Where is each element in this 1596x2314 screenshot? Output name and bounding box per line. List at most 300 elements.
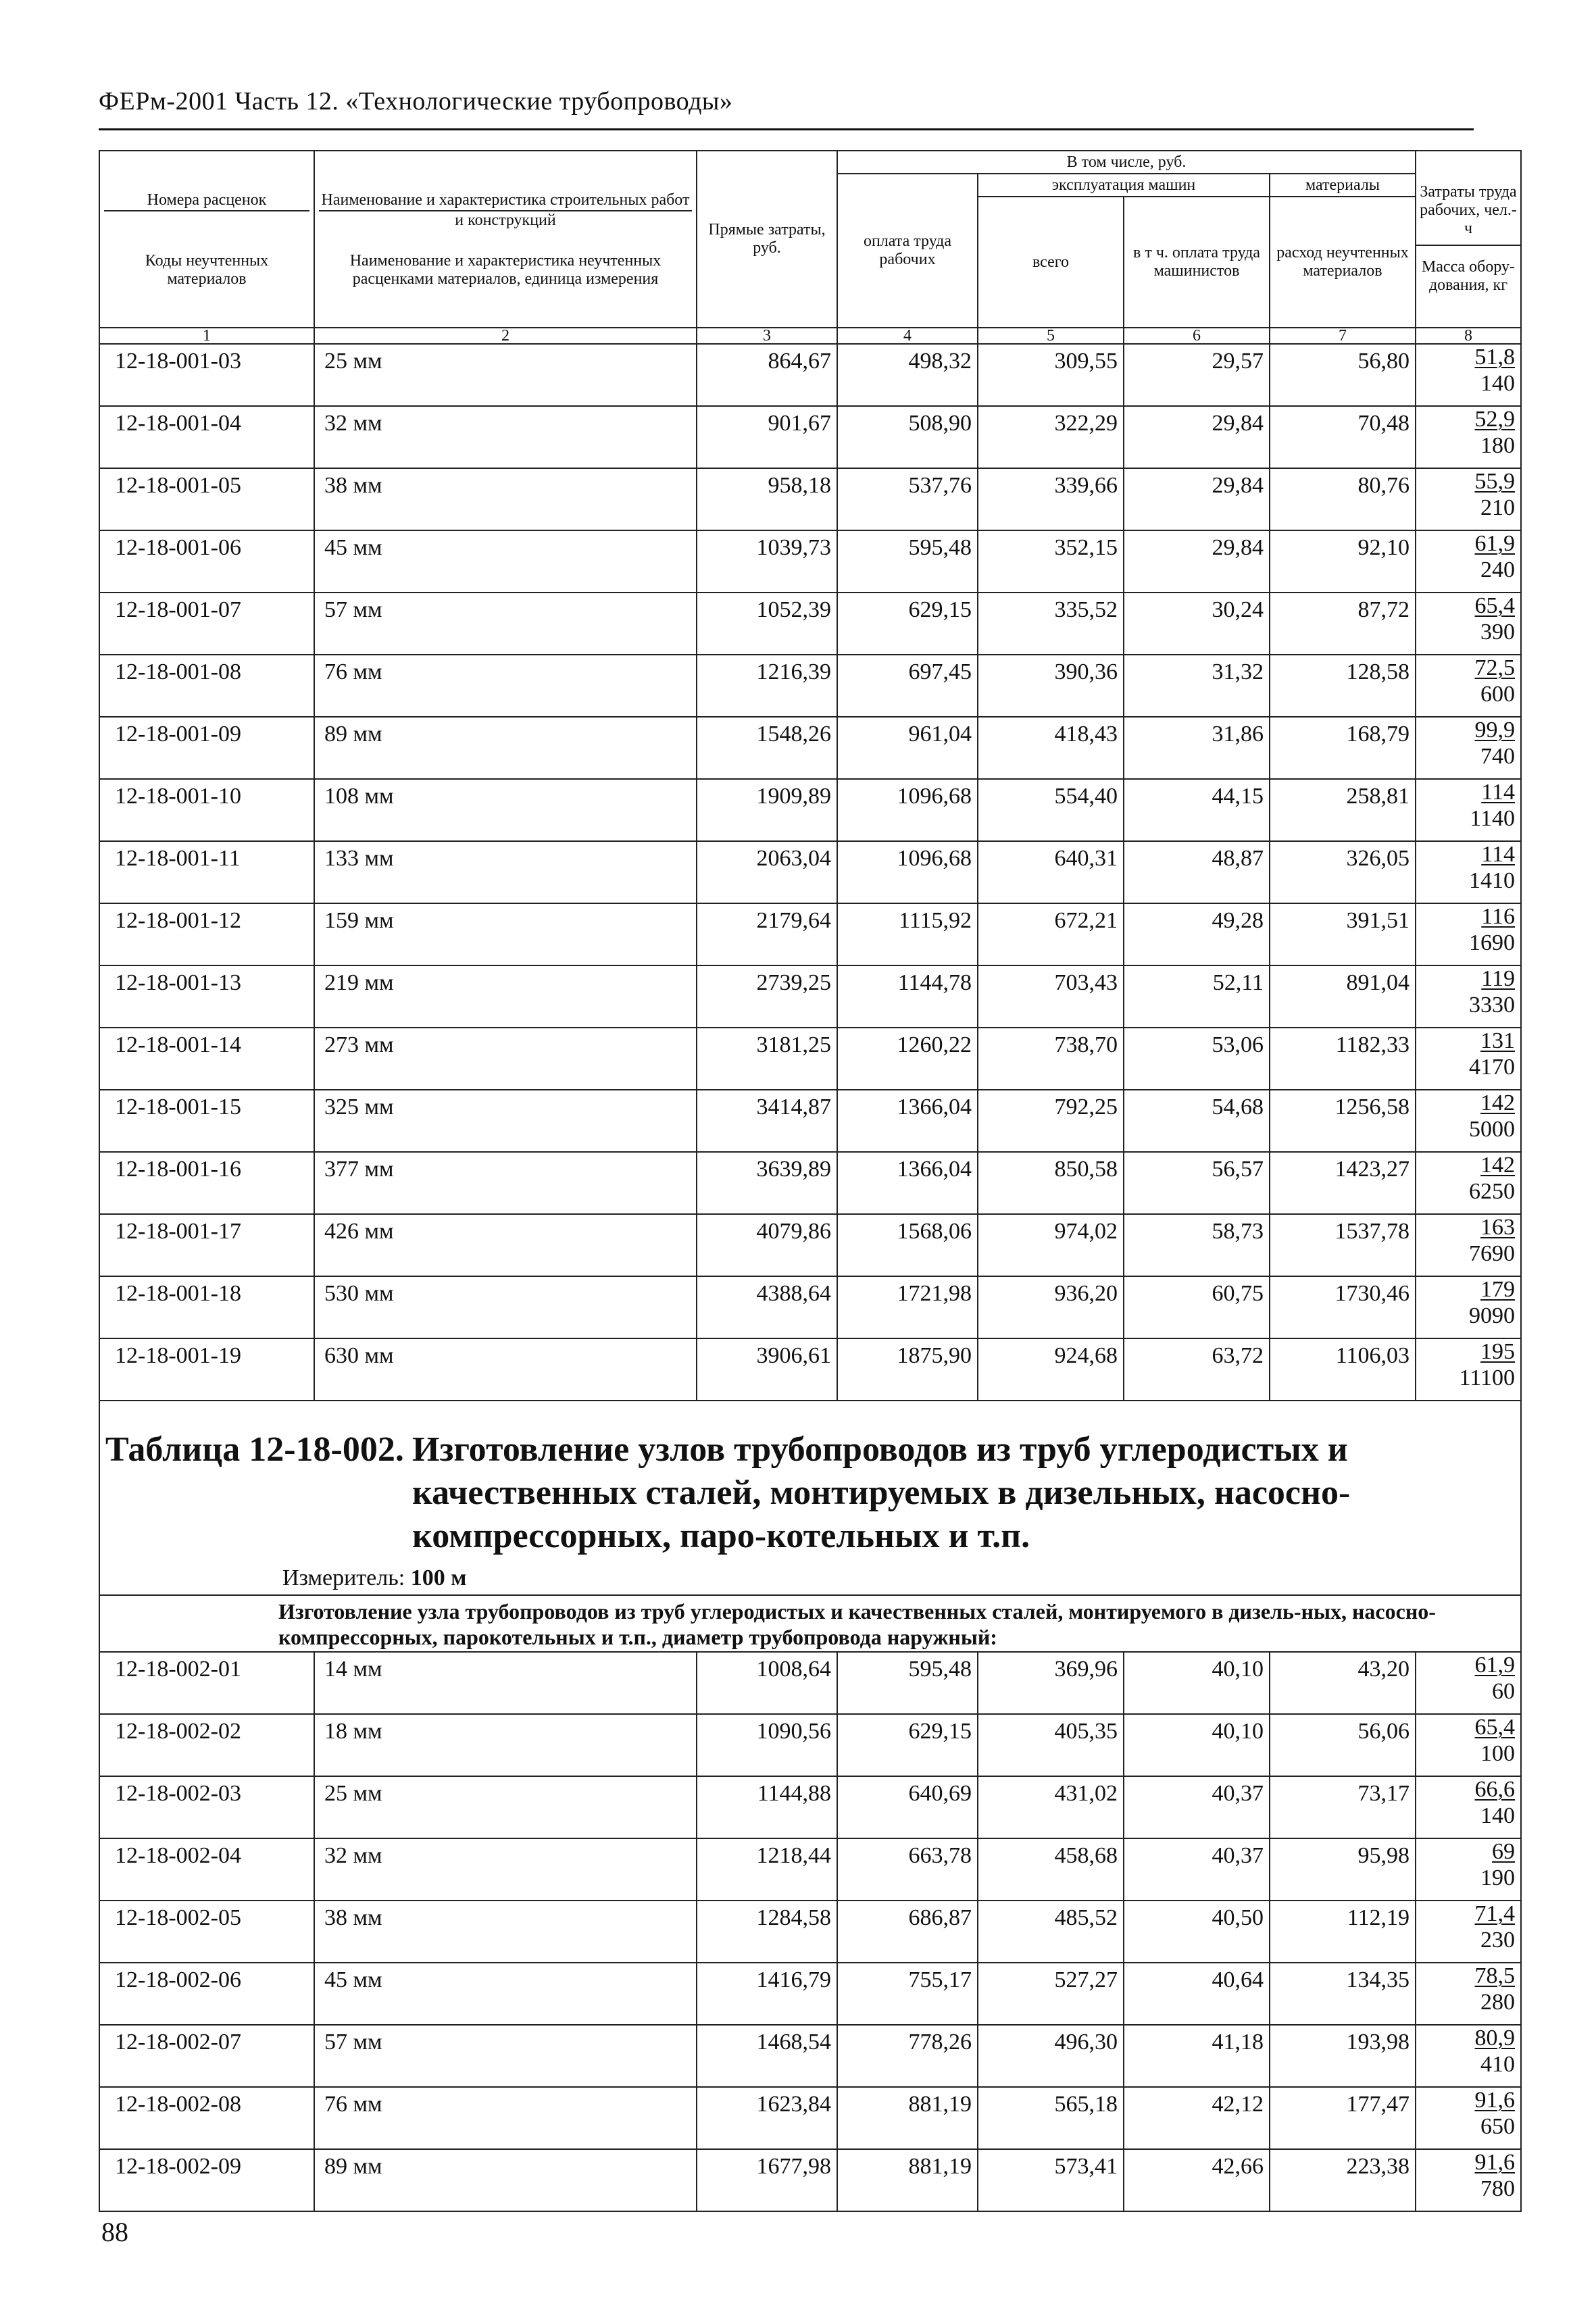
materials-cost: 177,47 (1270, 2087, 1416, 2149)
worker-wages: 1144,78 (837, 965, 978, 1028)
machinist-wages: 60,75 (1124, 1276, 1270, 1338)
labor-mass-cell (1416, 2087, 1521, 2149)
machines-total: 936,20 (978, 1276, 1124, 1338)
table-row (99, 779, 1521, 841)
direct-cost: 1284,58 (697, 1901, 837, 1963)
direct-cost: 1216,39 (697, 655, 837, 717)
labor-mass-cell (1416, 1276, 1521, 1338)
machines-total: 369,96 (978, 1652, 1124, 1714)
header-col1-bottom: Коды неучтенных материалов (145, 252, 269, 288)
labor-mass-cell (1416, 841, 1521, 903)
worker-wages: 537,76 (837, 468, 978, 530)
meter-value: 100 м (410, 1565, 467, 1590)
labor-mass-cell (1416, 406, 1521, 468)
machinist-wages: 29,57 (1124, 344, 1270, 406)
rate-code: 12-18-001-03 (99, 344, 314, 406)
header-group-materials: материалы (1270, 174, 1416, 197)
rate-code: 12-18-001-07 (99, 593, 314, 655)
machinist-wages: 31,86 (1124, 717, 1270, 779)
equipment-mass: 740 (1480, 744, 1515, 769)
rate-code: 12-18-002-02 (99, 1714, 314, 1776)
table-row (99, 965, 1521, 1028)
machinist-wages: 40,37 (1124, 1838, 1270, 1901)
machinist-wages: 52,11 (1124, 965, 1270, 1028)
table-row (99, 593, 1521, 655)
work-name: 76 мм (314, 2087, 697, 2149)
direct-cost: 1090,56 (697, 1714, 837, 1776)
rate-code: 12-18-002-08 (99, 2087, 314, 2149)
work-name: 273 мм (314, 1028, 697, 1090)
worker-wages: 1721,98 (837, 1276, 978, 1338)
machinist-wages: 49,28 (1124, 903, 1270, 965)
work-name: 32 мм (314, 406, 697, 468)
work-name: 76 мм (314, 655, 697, 717)
labor-mass-cell (1416, 1028, 1521, 1090)
materials-cost: 1106,03 (1270, 1338, 1416, 1401)
labor-mass-cell (1416, 903, 1521, 965)
table-row (99, 841, 1521, 903)
worker-wages: 640,69 (837, 1776, 978, 1838)
labor-hours: 114 (1481, 842, 1515, 867)
materials-cost: 1182,33 (1270, 1028, 1416, 1090)
direct-cost: 2179,64 (697, 903, 837, 965)
table-row (99, 1338, 1521, 1401)
labor-hours: 114 (1481, 780, 1515, 805)
table-row (99, 2087, 1521, 2149)
direct-cost: 1623,84 (697, 2087, 837, 2149)
header-col6: в т ч. оплата труда машинистов (1124, 197, 1270, 328)
work-name: 57 мм (314, 593, 697, 655)
labor-hours: 119 (1481, 966, 1515, 991)
direct-cost: 3414,87 (697, 1090, 837, 1152)
materials-cost: 56,06 (1270, 1714, 1416, 1776)
table2-subtitle: Изготовление узла трубопроводов из труб углеродистых и качественных сталей, монтируемого в дизель-ных, насосно-компрессорных, парокотельных и т.п., диаметр трубопровода наружный: (99, 1595, 1521, 1652)
col-number: 5 (978, 328, 1124, 344)
machines-total: 352,15 (978, 530, 1124, 593)
rate-code: 12-18-001-18 (99, 1276, 314, 1338)
equipment-mass: 210 (1480, 495, 1515, 520)
machinist-wages: 42,12 (1124, 2087, 1270, 2149)
equipment-mass: 650 (1480, 2114, 1515, 2139)
labor-mass-cell (1416, 1090, 1521, 1152)
equipment-mass: 140 (1480, 371, 1515, 396)
equipment-mass: 140 (1480, 1803, 1515, 1828)
table-row (99, 530, 1521, 593)
machinist-wages: 40,37 (1124, 1776, 1270, 1838)
work-name: 108 мм (314, 779, 697, 841)
labor-hours: 55,9 (1474, 469, 1515, 494)
work-name: 25 мм (314, 344, 697, 406)
header-rule (99, 128, 1474, 130)
work-name: 89 мм (314, 2149, 697, 2211)
table-row (99, 344, 1521, 406)
machines-total: 339,66 (978, 468, 1124, 530)
labor-hours: 131 (1480, 1028, 1515, 1053)
labor-hours: 65,4 (1474, 1715, 1515, 1740)
rate-code: 12-18-001-14 (99, 1028, 314, 1090)
table-row (99, 468, 1521, 530)
labor-mass-cell (1416, 779, 1521, 841)
worker-wages: 629,15 (837, 1714, 978, 1776)
materials-cost: 193,98 (1270, 2025, 1416, 2087)
worker-wages: 697,45 (837, 655, 978, 717)
machinist-wages: 40,10 (1124, 1652, 1270, 1714)
labor-hours: 66,6 (1474, 1777, 1515, 1802)
materials-cost: 326,05 (1270, 841, 1416, 903)
worker-wages: 595,48 (837, 530, 978, 593)
labor-mass-cell (1416, 593, 1521, 655)
direct-cost: 1008,64 (697, 1652, 837, 1714)
machines-total: 850,58 (978, 1152, 1124, 1214)
materials-cost: 223,38 (1270, 2149, 1416, 2211)
machines-total: 405,35 (978, 1714, 1124, 1776)
work-name: 32 мм (314, 1838, 697, 1901)
col-number: 6 (1124, 328, 1270, 344)
rate-code: 12-18-002-07 (99, 2025, 314, 2087)
table2-title-number: Таблица 12-18-002. (105, 1430, 404, 1469)
work-name: 38 мм (314, 1901, 697, 1963)
worker-wages: 1568,06 (837, 1214, 978, 1276)
machinist-wages: 30,24 (1124, 593, 1270, 655)
work-name: 18 мм (314, 1714, 697, 1776)
labor-hours: 195 (1480, 1339, 1515, 1364)
worker-wages: 1366,04 (837, 1152, 978, 1214)
table-row (99, 1963, 1521, 2025)
machinist-wages: 31,32 (1124, 655, 1270, 717)
equipment-mass: 230 (1480, 1928, 1515, 1953)
worker-wages: 1366,04 (837, 1090, 978, 1152)
rate-code: 12-18-001-06 (99, 530, 314, 593)
direct-cost: 3181,25 (697, 1028, 837, 1090)
machinist-wages: 54,68 (1124, 1090, 1270, 1152)
header-col1 (99, 151, 314, 328)
labor-hours: 78,5 (1474, 1963, 1515, 1988)
materials-cost: 1256,58 (1270, 1090, 1416, 1152)
header-col2-top: Наименование и характеристика строительных работ и конструкций (319, 190, 692, 211)
materials-cost: 70,48 (1270, 406, 1416, 468)
machines-total: 458,68 (978, 1838, 1124, 1901)
materials-cost: 1730,46 (1270, 1276, 1416, 1338)
labor-mass-cell (1416, 1714, 1521, 1776)
machines-total: 554,40 (978, 779, 1124, 841)
work-name: 159 мм (314, 903, 697, 965)
direct-cost: 2063,04 (697, 841, 837, 903)
table-row (99, 1776, 1521, 1838)
work-name: 25 мм (314, 1776, 697, 1838)
worker-wages: 498,32 (837, 344, 978, 406)
machines-total: 924,68 (978, 1338, 1124, 1401)
rate-code: 12-18-001-15 (99, 1090, 314, 1152)
machines-total: 565,18 (978, 2087, 1124, 2149)
header-col1-top: Номера расценок (104, 190, 309, 211)
machines-total: 640,31 (978, 841, 1124, 903)
rate-code: 12-18-002-03 (99, 1776, 314, 1838)
direct-cost: 901,67 (697, 406, 837, 468)
rate-code: 12-18-002-01 (99, 1652, 314, 1714)
equipment-mass: 3330 (1469, 992, 1515, 1017)
materials-cost: 134,35 (1270, 1963, 1416, 2025)
header-col4: оплата труда рабочих (837, 174, 978, 328)
direct-cost: 958,18 (697, 468, 837, 530)
table2-title (99, 1401, 1521, 1595)
worker-wages: 755,17 (837, 1963, 978, 2025)
materials-cost: 80,76 (1270, 468, 1416, 530)
worker-wages: 881,19 (837, 2149, 978, 2211)
materials-cost: 87,72 (1270, 593, 1416, 655)
labor-hours: 72,5 (1474, 655, 1515, 680)
labor-mass-cell (1416, 965, 1521, 1028)
rate-code: 12-18-001-04 (99, 406, 314, 468)
machinist-wages: 56,57 (1124, 1152, 1270, 1214)
table-row (99, 655, 1521, 717)
work-name: 325 мм (314, 1090, 697, 1152)
equipment-mass: 6250 (1469, 1179, 1515, 1204)
machines-total: 974,02 (978, 1214, 1124, 1276)
machines-total: 672,21 (978, 903, 1124, 965)
work-name: 377 мм (314, 1152, 697, 1214)
table-row (99, 1090, 1521, 1152)
work-name: 630 мм (314, 1338, 697, 1401)
table-row (99, 1714, 1521, 1776)
equipment-mass: 1410 (1469, 868, 1515, 893)
work-name: 14 мм (314, 1652, 697, 1714)
machinist-wages: 29,84 (1124, 468, 1270, 530)
direct-cost: 1909,89 (697, 779, 837, 841)
direct-cost: 1039,73 (697, 530, 837, 593)
header-col2 (314, 151, 697, 328)
labor-hours: 142 (1480, 1090, 1515, 1115)
equipment-mass: 9090 (1469, 1303, 1515, 1328)
machinist-wages: 44,15 (1124, 779, 1270, 841)
equipment-mass: 7690 (1469, 1241, 1515, 1266)
direct-cost: 2739,25 (697, 965, 837, 1028)
labor-mass-cell (1416, 1652, 1521, 1714)
work-name: 133 мм (314, 841, 697, 903)
equipment-mass: 240 (1480, 557, 1515, 582)
equipment-mass: 390 (1480, 620, 1515, 645)
labor-hours: 99,9 (1474, 718, 1515, 743)
materials-cost: 92,10 (1270, 530, 1416, 593)
table-row (99, 1028, 1521, 1090)
rate-code: 12-18-001-12 (99, 903, 314, 965)
rate-code: 12-18-002-09 (99, 2149, 314, 2211)
machines-total: 496,30 (978, 2025, 1124, 2087)
machines-total: 738,70 (978, 1028, 1124, 1090)
col-number: 3 (697, 328, 837, 344)
labor-hours: 116 (1481, 904, 1515, 929)
table-row (99, 903, 1521, 965)
machines-total: 527,27 (978, 1963, 1124, 2025)
table-row (99, 1152, 1521, 1214)
labor-mass-cell (1416, 655, 1521, 717)
worker-wages: 686,87 (837, 1901, 978, 1963)
rate-code: 12-18-001-08 (99, 655, 314, 717)
work-name: 219 мм (314, 965, 697, 1028)
direct-cost: 3639,89 (697, 1152, 837, 1214)
col-number: 2 (314, 328, 697, 344)
col-number: 7 (1270, 328, 1416, 344)
machines-total: 390,36 (978, 655, 1124, 717)
materials-cost: 168,79 (1270, 717, 1416, 779)
labor-mass-cell (1416, 717, 1521, 779)
machinist-wages: 41,18 (1124, 2025, 1270, 2087)
table-row (99, 1838, 1521, 1901)
machinist-wages: 40,50 (1124, 1901, 1270, 1963)
work-name: 45 мм (314, 530, 697, 593)
rate-code: 12-18-001-11 (99, 841, 314, 903)
labor-hours: 91,6 (1474, 2088, 1515, 2113)
rate-code: 12-18-002-05 (99, 1901, 314, 1963)
table-row (99, 2149, 1521, 2211)
machines-total: 485,52 (978, 1901, 1124, 1963)
materials-cost: 73,17 (1270, 1776, 1416, 1838)
equipment-mass: 1690 (1469, 930, 1515, 955)
header-group-machines: эксплуатация машин (978, 174, 1270, 197)
equipment-mass: 4170 (1469, 1055, 1515, 1080)
rate-code: 12-18-001-13 (99, 965, 314, 1028)
direct-cost: 1218,44 (697, 1838, 837, 1901)
work-name: 426 мм (314, 1214, 697, 1276)
header-col3: Прямые затраты, руб. (697, 151, 837, 328)
materials-cost: 128,58 (1270, 655, 1416, 717)
labor-hours: 142 (1480, 1153, 1515, 1178)
materials-cost: 258,81 (1270, 779, 1416, 841)
page-number: 88 (101, 2217, 128, 2247)
materials-cost: 891,04 (1270, 965, 1416, 1028)
rate-code: 12-18-001-19 (99, 1338, 314, 1401)
machinist-wages: 40,10 (1124, 1714, 1270, 1776)
header-col8-bottom: Масса обору-дования, кг (1421, 257, 1516, 294)
machines-total: 309,55 (978, 344, 1124, 406)
labor-mass-cell (1416, 1776, 1521, 1838)
table-row (99, 1214, 1521, 1276)
equipment-mass: 1140 (1470, 806, 1515, 831)
labor-hours: 91,6 (1474, 2150, 1515, 2175)
work-name: 57 мм (314, 2025, 697, 2087)
table-row (99, 2025, 1521, 2087)
machinist-wages: 63,72 (1124, 1338, 1270, 1401)
header-col7: расход неучтенных материалов (1270, 197, 1416, 328)
labor-hours: 179 (1480, 1277, 1515, 1302)
rate-code: 12-18-001-10 (99, 779, 314, 841)
header-group-incl: В том числе, руб. (837, 151, 1416, 174)
work-name: 45 мм (314, 1963, 697, 2025)
header-col2-bottom: Наименование и характеристика неучтенных расценками материалов, единица измерения (349, 252, 662, 288)
col-number: 8 (1416, 328, 1521, 344)
labor-hours: 163 (1480, 1215, 1515, 1240)
rate-code: 12-18-002-06 (99, 1963, 314, 2025)
labor-hours: 52,9 (1474, 407, 1515, 432)
table-row (99, 717, 1521, 779)
work-name: 89 мм (314, 717, 697, 779)
labor-mass-cell (1416, 2149, 1521, 2211)
labor-hours: 71,4 (1474, 1901, 1515, 1926)
labor-mass-cell (1416, 1963, 1521, 2025)
worker-wages: 1875,90 (837, 1338, 978, 1401)
machinist-wages: 58,73 (1124, 1214, 1270, 1276)
table-002-body (99, 1652, 1521, 2211)
machines-total: 792,25 (978, 1090, 1124, 1152)
labor-mass-cell (1416, 1901, 1521, 1963)
work-name: 38 мм (314, 468, 697, 530)
labor-mass-cell (1416, 530, 1521, 593)
direct-cost: 1144,88 (697, 1776, 837, 1838)
machinist-wages: 53,06 (1124, 1028, 1270, 1090)
materials-cost: 1537,78 (1270, 1214, 1416, 1276)
machinist-wages: 48,87 (1124, 841, 1270, 903)
page-header: ФЕРм-2001 Часть 12. «Технологические трубопроводы» (99, 87, 733, 116)
machines-total: 703,43 (978, 965, 1124, 1028)
direct-cost: 1548,26 (697, 717, 837, 779)
rates-table (99, 150, 1522, 2212)
table-row (99, 1901, 1521, 1963)
machinist-wages: 29,84 (1124, 406, 1270, 468)
rate-code: 12-18-001-16 (99, 1152, 314, 1214)
worker-wages: 881,19 (837, 2087, 978, 2149)
work-name: 530 мм (314, 1276, 697, 1338)
direct-cost: 1468,54 (697, 2025, 837, 2087)
worker-wages: 595,48 (837, 1652, 978, 1714)
machines-total: 335,52 (978, 593, 1124, 655)
labor-mass-cell (1416, 1152, 1521, 1214)
equipment-mass: 410 (1480, 2052, 1515, 2077)
equipment-mass: 600 (1480, 682, 1515, 707)
materials-cost: 1423,27 (1270, 1152, 1416, 1214)
worker-wages: 1260,22 (837, 1028, 978, 1090)
labor-hours: 80,9 (1474, 2026, 1515, 2051)
table-row (99, 1652, 1521, 1714)
direct-cost: 3906,61 (697, 1338, 837, 1401)
worker-wages: 1115,92 (837, 903, 978, 965)
labor-hours: 61,9 (1474, 531, 1515, 556)
worker-wages: 1096,68 (837, 779, 978, 841)
materials-cost: 112,19 (1270, 1901, 1416, 1963)
labor-mass-cell (1416, 1214, 1521, 1276)
rate-code: 12-18-001-05 (99, 468, 314, 530)
header-col5: всего (978, 197, 1124, 328)
equipment-mass: 180 (1480, 433, 1515, 458)
machinist-wages: 42,66 (1124, 2149, 1270, 2211)
worker-wages: 961,04 (837, 717, 978, 779)
machinist-wages: 40,64 (1124, 1963, 1270, 2025)
worker-wages: 508,90 (837, 406, 978, 468)
labor-mass-cell (1416, 1338, 1521, 1401)
labor-hours: 65,4 (1474, 593, 1515, 618)
direct-cost: 4388,64 (697, 1276, 837, 1338)
meter-label: Измеритель: (282, 1565, 405, 1590)
table-001-body (99, 344, 1521, 1401)
worker-wages: 629,15 (837, 593, 978, 655)
machines-total: 431,02 (978, 1776, 1124, 1838)
equipment-mass: 5000 (1469, 1117, 1515, 1142)
materials-cost: 391,51 (1270, 903, 1416, 965)
equipment-mass: 780 (1480, 2176, 1515, 2201)
table2-title-text: Изготовление узлов трубопроводов из труб углеродистых и качественных сталей, монтируемых в дизельных, насосно-компрессорных, паро-котельных и т.п. (412, 1430, 1351, 1555)
labor-mass-cell (1416, 1838, 1521, 1901)
machines-total: 322,29 (978, 406, 1124, 468)
direct-cost: 1416,79 (697, 1963, 837, 2025)
labor-mass-cell (1416, 468, 1521, 530)
machines-total: 418,43 (978, 717, 1124, 779)
labor-hours: 51,8 (1474, 345, 1515, 370)
equipment-mass: 11100 (1459, 1365, 1515, 1390)
worker-wages: 663,78 (837, 1838, 978, 1901)
header-col8-top: Затраты труда рабочих, чел.-ч (1416, 180, 1520, 246)
labor-mass-cell (1416, 2025, 1521, 2087)
equipment-mass: 190 (1480, 1865, 1515, 1890)
table-row (99, 406, 1521, 468)
worker-wages: 1096,68 (837, 841, 978, 903)
